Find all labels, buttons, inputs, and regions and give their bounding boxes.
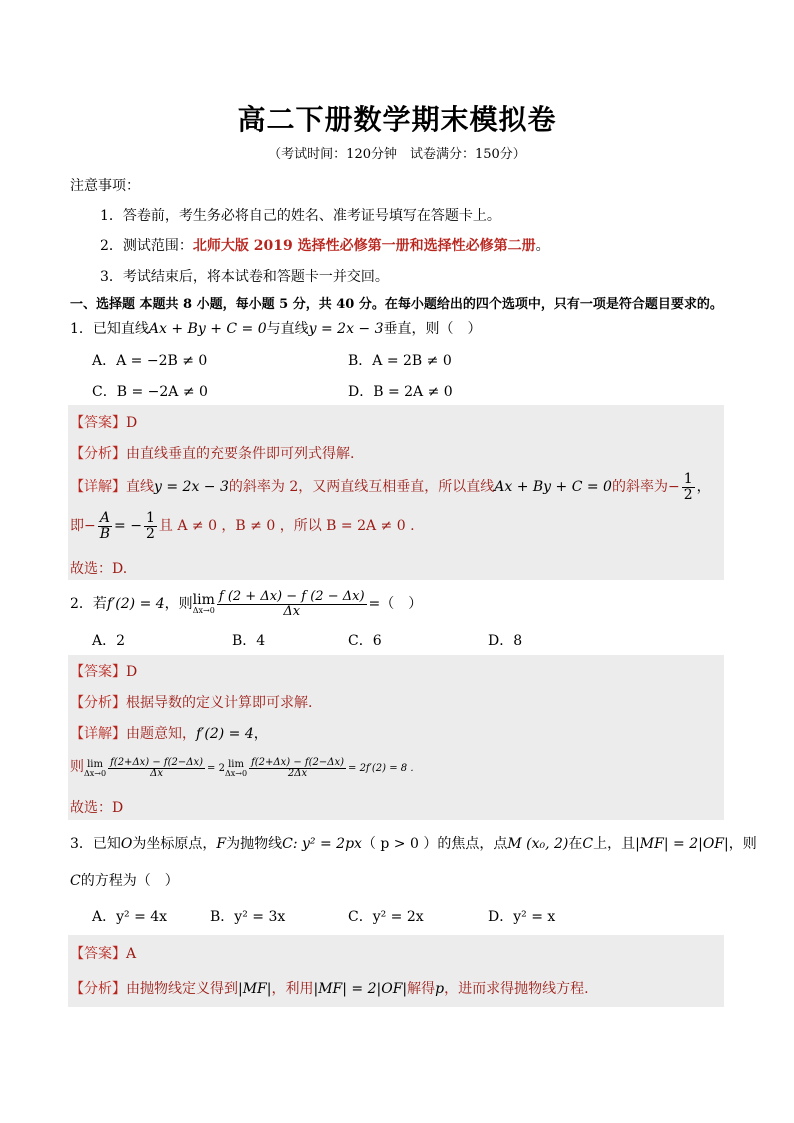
q3-option-d: D．y² = x (488, 909, 556, 925)
q1-stem: 1．已知直线Ax + By + C = 0与直线y = 2x − 3垂直，则（ ） (70, 321, 482, 337)
q1-analysis: 【分析】由直线垂直的充要条件即可列式得解. (70, 446, 355, 462)
q1-option-a: A．A = −2B ≠ 0 (92, 353, 208, 369)
q3-option-c: C．y² = 2x (348, 909, 424, 925)
q2-conclusion: 故选：D (70, 800, 124, 816)
q1-conclusion: 故选：D. (70, 561, 128, 577)
notes-heading: 注意事项： (70, 178, 140, 194)
q1-detail-line1: 【详解】直线y = 2x − 3的斜率为 2，又两直线互相垂直，所以直线Ax + By + C = 0的斜率为− $\frac{1}{2}$ ， (70, 471, 711, 503)
q1-option-c: C．B = −2A ≠ 0 (92, 384, 208, 400)
test-scope: 北师大版 2019 选择性必修第一册和选择性必修第二册 (192, 238, 536, 254)
page-title: 高二下册数学期末模拟卷 (237, 103, 557, 136)
q1-option-b: B．A = 2B ≠ 0 (348, 353, 452, 369)
q3-analysis: 【分析】由抛物线定义得到|MF|，利用|MF| = 2|OF|解得p，进而求得抛物线方程. (70, 981, 589, 997)
q2-analysis: 【分析】根据导数的定义计算即可求解. (70, 695, 313, 711)
q2-detail-line1: 【详解】由题意知，f′(2) = 4， (70, 726, 268, 742)
note-item-1: 1．答卷前，考生务必将自己的姓名、准考证号填写在答题卡上。 (100, 208, 501, 224)
q3-stem-line2: C的方程为（ ） (70, 873, 179, 889)
q2-stem: 2．若f′(2) = 4，则lim Δx→0 $\frac{f (2 + \Delta x) - f (2 - \Delta x)}{\Delta x}$ =（ ） (70, 589, 423, 619)
q1-answer: 【答案】D (70, 415, 138, 431)
q2-option-a: A．2 (92, 633, 126, 649)
section-heading: 一、选择题 本题共 8 小题，每小题 5 分，共 40 分。在每小题给出的四个选项中，只有一项是符合题目要求的。 (70, 297, 723, 312)
q3-answer: 【答案】A (70, 946, 137, 962)
q3-stem-line1: 3．已知O为坐标原点，F为抛物线C: y² = 2px（ p > 0 ）的焦点，点M (x₀, 2)在C上，且|MF| = 2|OF|，则 (70, 836, 757, 852)
q2-option-d: D．8 (488, 633, 523, 649)
note-item-3: 3．考试结束后，将本试卷和答题卡一并交回。 (100, 269, 389, 285)
q2-option-c: C．6 (348, 633, 382, 649)
q1-option-d: D．B = 2A ≠ 0 (348, 384, 453, 400)
note-item-2: 2．测试范围：北师大版 2019 选择性必修第一册和选择性必修第二册。 (100, 238, 550, 254)
q2-detail-line2: 则 lim Δx→0 $\frac{f(2+\Delta x) - f(2-\Delta x)}{\Delta x}$ = 2 lim Δx→0 $\frac{f(2+\Delta x) - f(2-\Delta x)}{2\Delta x}$ = 2f′(2) = 8 . (70, 756, 414, 779)
q3-option-a: A．y² = 4x (92, 909, 168, 925)
q2-option-b: B．4 (232, 633, 266, 649)
q1-detail-line2: 即− $\frac{A}{B}$ = − $\frac{1}{2}$ 且 A ≠ 0 ，B ≠ 0 ，所以 B = 2A ≠ 0 . (70, 510, 415, 542)
exam-info: （考试时间：120分钟 试卷满分：150分） (268, 147, 526, 162)
q2-answer: 【答案】D (70, 664, 138, 680)
q3-option-b: B．y² = 3x (210, 909, 286, 925)
